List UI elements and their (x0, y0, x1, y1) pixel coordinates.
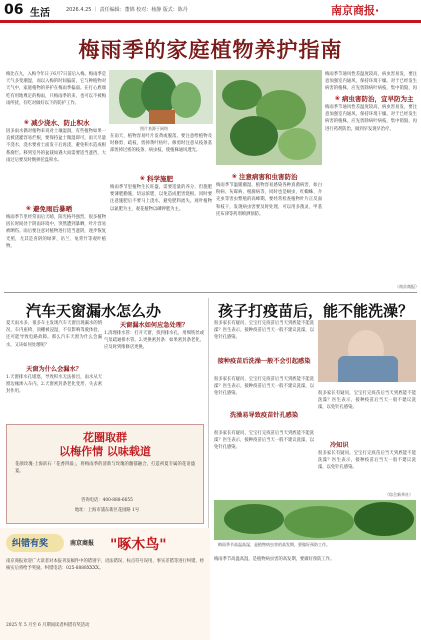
header-red-rule (0, 20, 421, 23)
leaf-icon: ❀ (335, 95, 341, 102)
section-text-3: 在雨天，植物容易叶片发黄或脱落，要注意给植物及时修剪、疏枝，剪掉黄叶枯叶。修剪时注意从枝条基部剪掉过密的枝条、病虫枝，使植株通风透光。 (110, 134, 212, 154)
flower-ad (6, 424, 204, 524)
section-heading-5-text: 注意病害和虫害防治 (239, 173, 298, 181)
section-heading-1-text: 减少浇水、防止积水 (31, 119, 90, 127)
article-2-subtitle-2: 洗澡易导致疫苗针孔感染 (229, 412, 299, 419)
leaf-icon: ❀ (232, 173, 238, 180)
article-2-text-1: 很多家长有疑问，宝宝打完疫苗后当天到底能不能洗澡？医生表示，接种疫苗后当天一般不建议洗澡，以免针孔感染。 (214, 377, 314, 397)
leaf-icon: ❀ (26, 205, 32, 212)
corrections-title: 纠错有奖 (12, 539, 49, 549)
vaccine-photo (318, 320, 416, 382)
section-heading-5 (232, 172, 298, 181)
woodpecker-title: "啄木鸟" (110, 537, 167, 553)
section-text-2: 梅雨季节里经常雨后天晴，阳光格外强烈，很多植物因长时间处于阴雨环境中，突然遭到暴晒，叶片容易被晒伤。雨后要注意对植物进行适当遮阴，逐步恢复光照，尤其是喜阴的绿萝、吊兰、龟背竹等观叶植物。 (6, 215, 106, 249)
section-heading-6 (335, 94, 414, 103)
article-1-subtitle-1: 天窗为什么会漏水？ (26, 366, 82, 373)
article-2-text-4: 很多家长有疑问，宝宝打完疫苗后当天到底能不能洗澡？医生表示，接种疫苗后当天一般不建议洗澡，以免针孔感染。 (318, 451, 416, 471)
article-2-text-3: 很多家长有疑问，宝宝打完疫苗后当天到底能不能洗澡？医生表示，接种疫苗后当天一般不建议洗澡，以免针孔感染。 (318, 391, 416, 411)
section-heading-2-text: 避免雨后暴晒 (33, 205, 73, 213)
leaf-icon: ❀ (24, 119, 30, 126)
article-2-intro: 很多家长有疑问，宝宝打完疫苗后当天到底能不能洗澡？医生表示，接种疫苗后当天一般不建议洗澡，以免针孔感染。 (214, 321, 314, 341)
feature-intro: 梅比在九，入梅今年日子6月7日前后入梅。梅雨季是天气多变潮湿，而以入梅的时间偏前，它与种植物对天气中，家庭植物的养护在梅雨季偏弱。在打心底端吃有用地尊定的梅雨，只梅雨季的来，也可以不被梅雨所扰，有吃对做好以下的防护工作。 (6, 72, 106, 106)
section-heading-2 (26, 204, 72, 213)
column-divider (208, 298, 209, 528)
photo-caption-3: 梅雨季节高温高湿，是植物病虫害的高发期，要做好预防工作。 (218, 542, 330, 547)
flower-ad-title: 花圈取群 (83, 431, 127, 444)
feature-source: （南京商报） (395, 284, 419, 289)
article-3-text: 梅雨季节高温高湿，是植物病虫害的高发期，要做好预防工作。 (214, 557, 335, 562)
bottom-paper-name: 南京商报 (70, 540, 95, 547)
article-1-text-2: 1.清理排水管：打开天窗，找到排水孔，用细铁丝或气泵疏通排水管。2.更换密封条：如果密封条老化，应及时到维修店更换。 (104, 331, 204, 351)
article-1-subtitle-2: 天窗漏水如何应急处理？ (119, 322, 189, 329)
article-1-title: 汽车天窗漏水怎么办 (26, 302, 162, 320)
plant-photo-2 (216, 70, 322, 165)
section-text-4: 梅雨季节里植物生长旺盛，需要适量的养分，但施肥要薄肥勤施，切忌浓肥，以免造成肥害烧根。同时要注意施肥后不要马上浇水，避免肥料流失。观叶植物以氮肥为主，观花植物以磷钾肥为主。 (110, 185, 212, 212)
section-heading-4 (140, 174, 173, 183)
article-2-subtitle-1: 接种疫苗后洗澡一般不会引起感染 (217, 358, 311, 365)
flower-ad-address: 地址：上海市浦东新区花园路 1号 (74, 508, 140, 513)
section-heading-6-text: 病虫害防治，宜早防为主 (342, 95, 414, 103)
feature-title: 梅雨季的家庭植物养护指南 (78, 38, 343, 62)
article-2-source: （综合新华社） (385, 492, 413, 497)
article-1-intro: 夏天雨水多，很多车主发现汽车天窗出现漏水的情况，车内座椅、顶棚被浸湿，不仅影响驾驶体验，还可能导致电路故障。那么汽车天窗为什么会漏水，又该如何处理呢？ (6, 321, 102, 348)
bottom-banner (0, 528, 210, 640)
article-2-title: 孩子打疫苗后，能不能洗澡？ (218, 302, 414, 320)
leaf-icon: ❀ (140, 175, 146, 182)
newspaper-logo: 南京商报· (331, 4, 380, 17)
article-2-subtitle-3: 冷知识 (330, 442, 349, 449)
section-heading-4-text: 科学施肥 (147, 175, 174, 183)
flower-ad-phone: 咨询电话：400-888-6655 (81, 498, 133, 503)
section-divider (4, 292, 417, 293)
bottom-banner-body: 南京商报欢迎广大读者对本报刊发稿件中的错别字、语法错误、标点符号误用、事实差错等进行纠错，经核实后将给予奖励。纠错电话：025-8888XXXX。 (6, 559, 204, 572)
section-text-6a: 梅雨季节通风性差温度较高，病虫害易发，要注意加强室内通风，保持环境干燥。对于已经发生病害的植株，应先剪除病叶病枝，集中销毁，再 (325, 72, 417, 92)
page-header (0, 0, 421, 22)
plant-photo-3 (214, 500, 416, 540)
article-2-text-2: 很多家长有疑问，宝宝打完疫苗后当天到底能不能洗澡？医生表示，接种疫苗后当天一般不建议洗澡，以免针孔感染。 (214, 431, 314, 451)
header-meta: 2026.4.25 ｜ 责任编辑：董锦 校对：杨静 版式：陈丹 (66, 7, 188, 13)
bottom-banner-footer: 2025 年 5 月至 6 月期间读者纠错有奖活动 (6, 623, 90, 628)
photo-caption-1: 图片来源于网络 (140, 126, 168, 131)
plant-photo-1 (109, 70, 213, 124)
article-1-text-1: 1.天窗排水孔堵塞，导致积水无法排出，雨水从天窗边缘渗入车内。2.天窗密封条老化变形，失去密封作用。 (6, 375, 102, 395)
section-text-5: 梅雨季节温暖潮湿，植物容易感染各种真菌病害，如白粉病、灰霉病、根腐病等，同时也是蚜虫、红蜘蛛、介壳虫等害虫繁殖的高峰期。要经常检查植物叶片正反面和枝干，发现病虫害要及时处理，可以用多菌灵、甲基托布津等药剂喷洒预防。 (216, 183, 322, 217)
section-heading-1 (24, 118, 90, 127)
page-number: 06 (4, 2, 24, 18)
section-text-1: 因多雨水偶对植物来说对土壤湿润，有些植物如果一直被浇灌容易烂根，要保持盆土微湿即可，雨天尽量不浇水，浇水要看土面发干后再浇，避免积水造成根系腐烂。移到室外的盆栽如遇大雨需要适当遮挡，大雨过后要及时倒掉托盘积水。 (6, 129, 106, 163)
section-text-6b: 梅雨季节通风性差温度较高，病虫害易发，要注意加强室内通风，保持环境干燥。对于已经发生病害的植株，应先剪除病叶病枝，集中销毁，再进行药剂防治，做到早发现早治疗。 (325, 105, 417, 132)
flower-ad-body: 花颜玫瑰·上海滨石「花香四溢」，将梅雨季的清新与玫瑰的馥郁融合，打造初夏专属的花语盛宴。 (15, 462, 195, 475)
section-label: 生活 (30, 8, 50, 19)
flower-ad-slogan: 以梅作情 以味载道 (59, 445, 151, 458)
